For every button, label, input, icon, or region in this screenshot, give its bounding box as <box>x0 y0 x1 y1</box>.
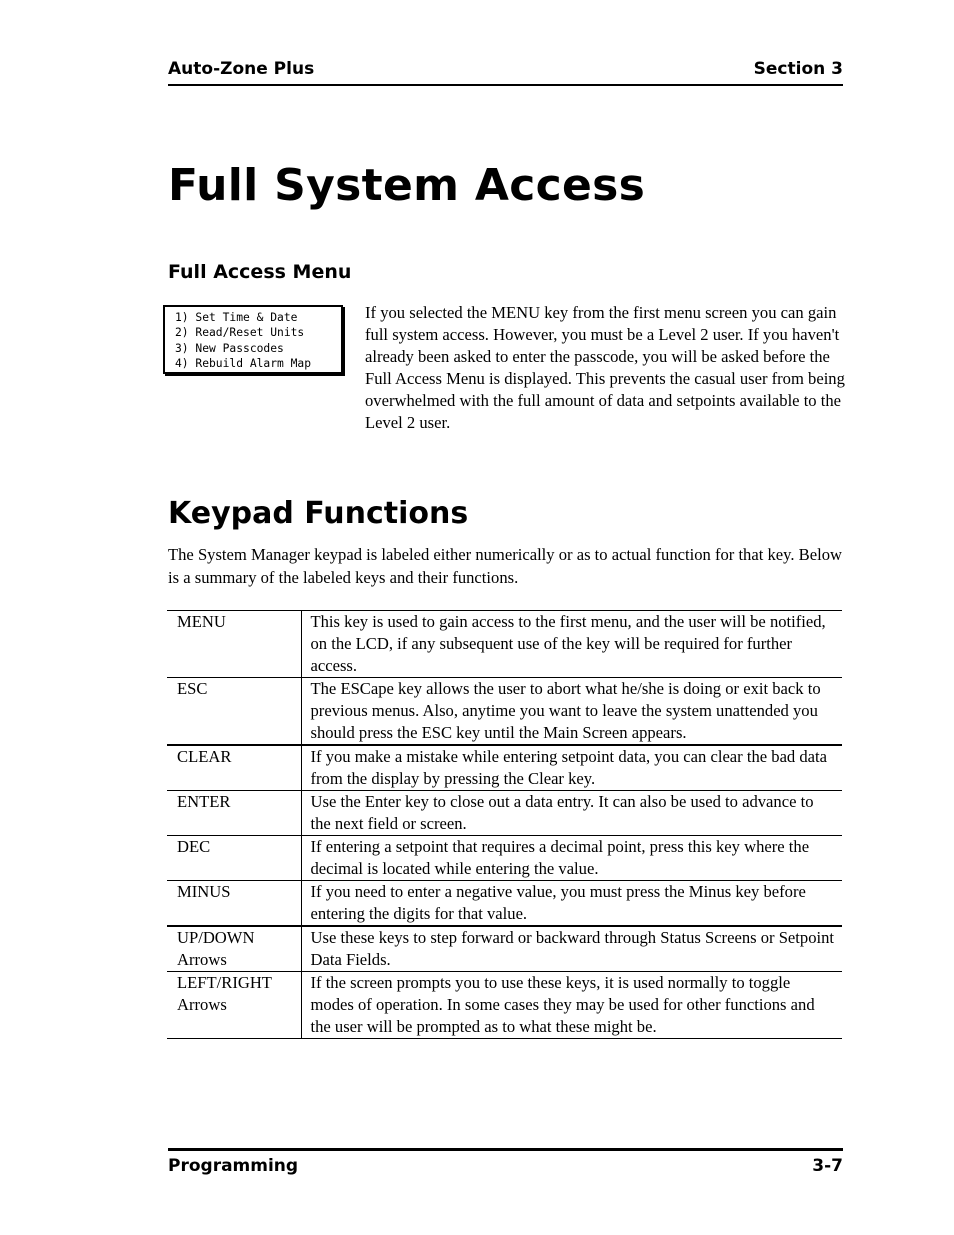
key-description-cell: If the screen prompts you to use these keys, it is used normally to toggle modes of operation. In some cases they may be used for other functions and the user will be prompted as to what these might be. <box>301 972 842 1039</box>
key-description-cell: This key is used to gain access to the first menu, and the user will be notified, on the LCD, if any subsequent use of the key will be required for further access. <box>301 611 842 678</box>
key-name-cell: LEFT/RIGHT Arrows <box>167 972 301 1039</box>
page-header <box>168 58 843 86</box>
footer-page-number: 3-7 <box>812 1156 843 1176</box>
keypad-intro-paragraph: The System Manager keypad is labeled either numerically or as to actual function for that key. Below is a summary of the labeled keys and their functions. <box>168 545 842 587</box>
key-name-cell: UP/DOWN Arrows <box>167 926 301 972</box>
table-row <box>167 972 842 1039</box>
table-row <box>167 881 842 927</box>
key-name-cell: ESC <box>167 678 301 746</box>
page-title: Full System Access <box>168 160 646 211</box>
key-name-cell: MENU <box>167 611 301 678</box>
lcd-menu-display <box>163 305 343 374</box>
full-access-paragraph: If you selected the MENU key from the first menu screen you can gain full system access. However, you must be a Level 2 user. If you haven't already been asked to enter the passcode, you will be asked before the Full Access Menu is displayed. This prevents the casual user from being overwhelmed with the full amount of data and setpoints available to the Level 2 user. <box>365 303 845 432</box>
table-row <box>167 926 842 972</box>
key-description-cell: The ESCape key allows the user to abort what he/she is doing or exit back to previous menus. Also, anytime you want to leave the system unattended you should press the ESC key until the Main Screen appears. <box>301 678 842 746</box>
table-row <box>167 745 842 791</box>
keypad-functions-table <box>167 610 842 1039</box>
page-footer <box>168 1148 843 1178</box>
key-description-cell: If you need to enter a negative value, you must press the Minus key before entering the digits for that value. <box>301 881 842 927</box>
table-row <box>167 678 842 746</box>
key-description-cell: If you make a mistake while entering setpoint data, you can clear the bad data from the display by pressing the Clear key. <box>301 745 842 791</box>
keypad-functions-heading: Keypad Functions <box>168 496 469 531</box>
key-name-cell: CLEAR <box>167 745 301 791</box>
header-section: Section 3 <box>753 59 843 79</box>
lcd-line: 2) Read/Reset Units <box>175 326 305 340</box>
footer-chapter: Programming <box>168 1156 299 1176</box>
key-description-cell: Use these keys to step forward or backward through Status Screens or Setpoint Data Fields. <box>301 926 842 972</box>
table-row <box>167 836 842 881</box>
lcd-line: 1) Set Time & Date <box>175 311 298 324</box>
full-access-menu-heading: Full Access Menu <box>168 261 352 283</box>
lcd-line: 3) New Passcodes <box>175 341 284 355</box>
key-name-cell: DEC <box>167 836 301 881</box>
key-description-cell: Use the Enter key to close out a data entry. It can also be used to advance to the next field or screen. <box>301 791 842 836</box>
key-name-cell: ENTER <box>167 791 301 836</box>
key-description-cell: If entering a setpoint that requires a decimal point, press this key where the decimal is located while entering the value. <box>301 836 842 881</box>
table-row <box>167 791 842 836</box>
lcd-line: 4) Rebuild Alarm Map <box>175 356 312 370</box>
key-name-cell: MINUS <box>167 881 301 927</box>
header-product-name: Auto-Zone Plus <box>168 59 315 79</box>
table-row <box>167 611 842 678</box>
